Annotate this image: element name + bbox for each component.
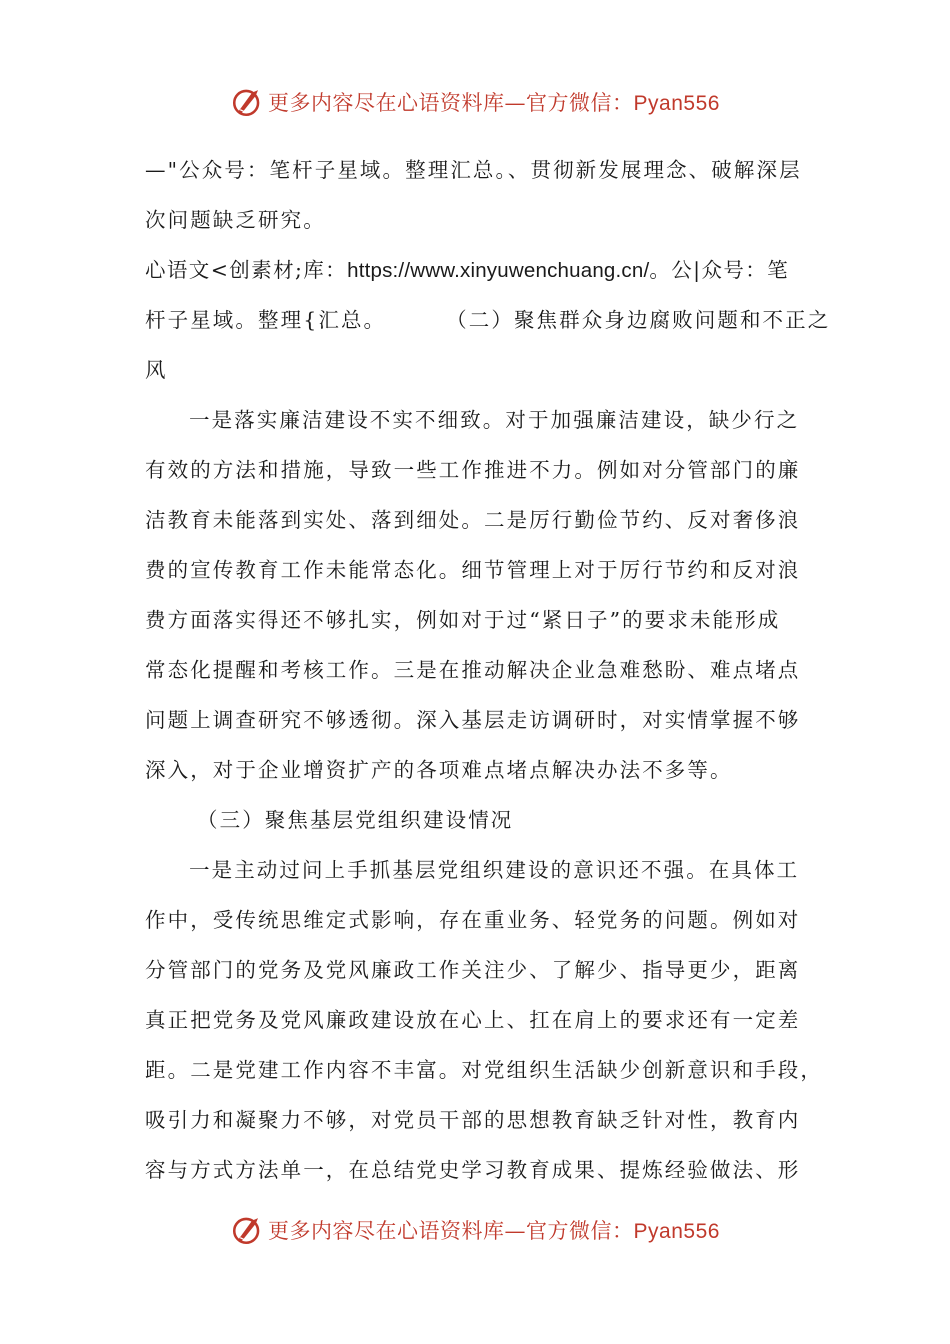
text-line: 有效的方法和措施，导致一些工作推进不力。例如对分管部门的廉 <box>145 458 801 482</box>
text-line: 深入，对于企业增资扩产的各项难点堵点解决办法不多等。 <box>145 758 733 782</box>
watermark-text: 更多内容尽在心语资料库—官方微信：Pyan556 <box>268 1219 720 1243</box>
text-line: 次问题缺乏研究。 <box>145 208 326 232</box>
text-line: 距。二是党建工作内容不丰富。对党组织生活缺少创新意识和手段， <box>145 1058 823 1082</box>
text-line: 问题上调查研究不够透彻。深入基层走访调研时，对实情掌握不够 <box>145 708 801 732</box>
footer-watermark-banner <box>0 1210 950 1250</box>
text-line: 费的宣传教育工作未能常态化。细节管理上对于厉行节约和反对浪 <box>145 558 801 582</box>
pen-nib-logo-icon <box>230 85 264 119</box>
document-body <box>145 145 831 1195</box>
text-line: 分管部门的党务及党风廉政工作关注少、了解少、指导更少，距离 <box>145 958 801 982</box>
text-line: —"公众号：笔杆子星域。整理汇总。、贯彻新发展理念、破解深层 <box>145 158 802 182</box>
url-text: https://www.xinyuwenchuang.cn/ <box>347 259 650 282</box>
text-line: 常态化提醒和考核工作。三是在推动解决企业急难愁盼、难点堵点 <box>145 658 801 682</box>
text-line-with-url: 心语文<创素材;库：https://www.xinyuwenchuang.cn/。公|众号：笔 <box>145 258 790 282</box>
watermark-text: 更多内容尽在心语资料库—官方微信：Pyan556 <box>268 91 720 115</box>
text-line: 洁教育未能落到实处、落到细处。二是厉行勤俭节约、反对奢侈浪 <box>145 508 801 532</box>
text-line: 作中，受传统思维定式影响，存在重业务、轻党务的问题。例如对 <box>145 908 801 932</box>
section-heading-3: （三）聚焦基层党组织建设情况 <box>197 808 514 832</box>
text-line: 吸引力和凝聚力不够，对党员干部的思想教育缺乏针对性，教育内 <box>145 1108 801 1132</box>
paragraph-start: 一是落实廉洁建设不实不细致。对于加强廉洁建设，缺少行之 <box>189 408 800 432</box>
paragraph-start: 一是主动过问上手抓基层党组织建设的意识还不强。在具体工 <box>189 858 800 882</box>
text-line: 容与方式方法单一，在总结党史学习教育成果、提炼经验做法、形 <box>145 1158 801 1182</box>
section-heading-2: （二）聚焦群众身边腐败问题和不正之 <box>446 308 831 332</box>
text-line: 杆子星域。整理{汇总。 （二）聚焦群众身边腐败问题和不正之 <box>145 308 831 332</box>
text-line: 费方面落实得还不够扎实，例如对于过“紧日子”的要求未能形成 <box>145 608 781 632</box>
pen-nib-logo-icon <box>230 1213 264 1247</box>
text-line: 真正把党务及党风廉政建设放在心上、扛在肩上的要求还有一定差 <box>145 1008 801 1032</box>
text-line: 风 <box>145 358 168 382</box>
header-watermark-banner <box>0 82 950 122</box>
